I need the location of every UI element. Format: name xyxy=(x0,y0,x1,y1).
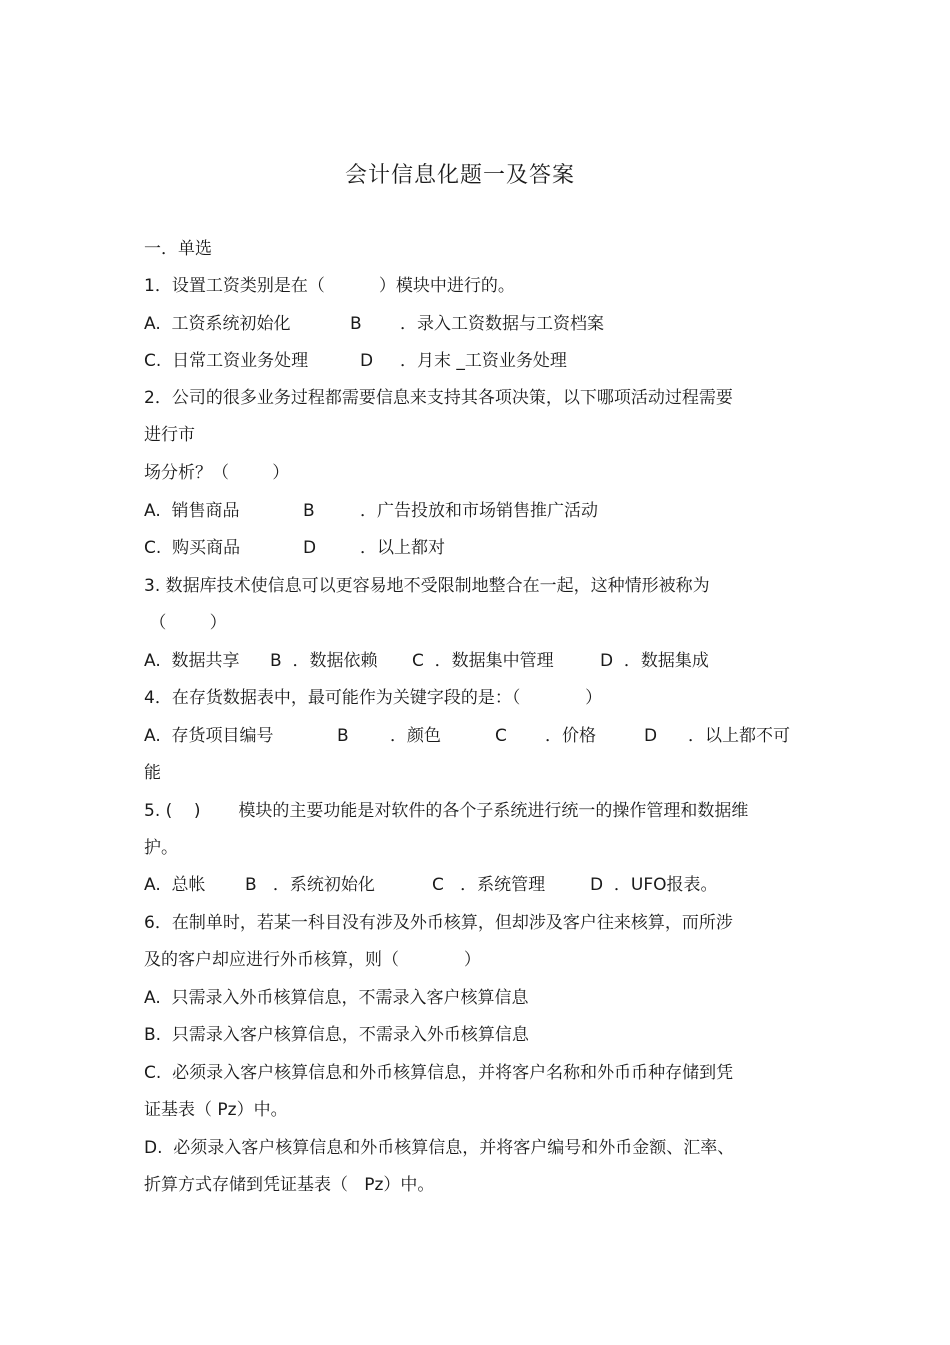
question-6-option-d-line-1: D. 必须录入客户核算信息和外币核算信息，并将客户编号和外币金额、汇率、 xyxy=(144,1138,735,1158)
question-6-stem-line-1: 6．在制单时，若某一科目没有涉及外币核算，但却涉及客户往来核算，而所涉 xyxy=(144,913,733,933)
question-4-option-d-continuation: 能 xyxy=(144,763,161,783)
question-1-option-d: ．月末 _工资业务处理 xyxy=(400,351,567,371)
question-5-stem-line-1: 5. ( ) 模块的主要功能是对软件的各个子系统进行统一的操作管理和数据维 xyxy=(144,801,749,821)
question-3-option-c: C ．数据集中管理 xyxy=(412,651,554,671)
question-2-option-b: ．广告投放和市场销售推广活动 xyxy=(360,501,598,521)
question-6-option-c-line-1: C. 必须录入客户核算信息和外币核算信息，并将客户名称和外币币种存储到凭 xyxy=(144,1063,734,1083)
question-1-option-a: A. 工资系统初始化 xyxy=(144,314,291,334)
question-1-option-d-letter: D xyxy=(360,351,374,371)
question-1-option-c: C. 日常工资业务处理 xyxy=(144,351,309,371)
question-6-option-c-line-2: 证基表（ Pz）中。 xyxy=(144,1100,288,1120)
question-2-stem-line-3: 场分析？（ ） xyxy=(144,463,290,483)
section-heading: 一．单选 xyxy=(144,239,212,259)
question-2-stem-line-2: 进行市 xyxy=(144,425,195,445)
question-4-option-a: A. 存货项目编号 xyxy=(144,726,274,746)
question-4-option-d-letter: D xyxy=(644,726,658,746)
question-5-stem-line-2: 护。 xyxy=(144,838,178,858)
question-4-option-c: ．价格 xyxy=(545,726,596,746)
question-5-option-d: D ．UFO报表。 xyxy=(590,875,718,895)
question-6-option-d-line-2: 折算方式存储到凭证基表（ Pz）中。 xyxy=(144,1175,435,1195)
question-4-option-c-letter: C xyxy=(495,726,507,746)
question-1-stem: 1．设置工资类别是在（ ）模块中进行的。 xyxy=(144,276,515,296)
question-5-option-a: A. 总帐 xyxy=(144,875,206,895)
question-5-option-b: B ．系统初始化 xyxy=(245,875,375,895)
question-5-option-c: C ．系统管理 xyxy=(432,875,546,895)
question-4-option-d: ．以上都不可 xyxy=(688,726,790,746)
question-1-option-b-letter: B xyxy=(350,314,362,334)
question-2-option-d: ．以上都对 xyxy=(360,538,445,558)
question-3-option-b: B ．数据依赖 xyxy=(270,651,378,671)
question-6-stem-line-2: 及的客户却应进行外币核算，则（ ） xyxy=(144,950,481,970)
question-4-stem: 4．在存货数据表中，最可能作为关键字段的是：（ ） xyxy=(144,688,603,708)
question-3-stem-line-1: 3. 数据库技术使信息可以更容易地不受限制地整合在一起，这种情形被称为 xyxy=(144,576,710,596)
question-3-option-a: A. 数据共享 xyxy=(144,651,240,671)
question-2-option-a: A. 销售商品 xyxy=(144,501,240,521)
question-3-option-d: D ．数据集成 xyxy=(600,651,709,671)
question-3-stem-line-2: （ ） xyxy=(144,613,227,633)
question-6-option-a: A. 只需录入外币核算信息，不需录入客户核算信息 xyxy=(144,988,529,1008)
question-2-option-b-letter: B xyxy=(303,501,315,521)
question-2-option-d-letter: D xyxy=(303,538,317,558)
question-2-option-c: C. 购买商品 xyxy=(144,538,241,558)
question-4-option-b: ．颜色 xyxy=(390,726,441,746)
document-title: 会计信息化题一及答案 xyxy=(344,163,575,188)
question-2-stem-line-1: 2．公司的很多业务过程都需要信息来支持其各项决策，以下哪项活动过程需要 xyxy=(144,388,733,408)
question-4-option-b-letter: B xyxy=(337,726,349,746)
question-6-option-b: B. 只需录入客户核算信息，不需录入外币核算信息 xyxy=(144,1025,529,1045)
question-1-option-b: ．录入工资数据与工资档案 xyxy=(400,314,604,334)
